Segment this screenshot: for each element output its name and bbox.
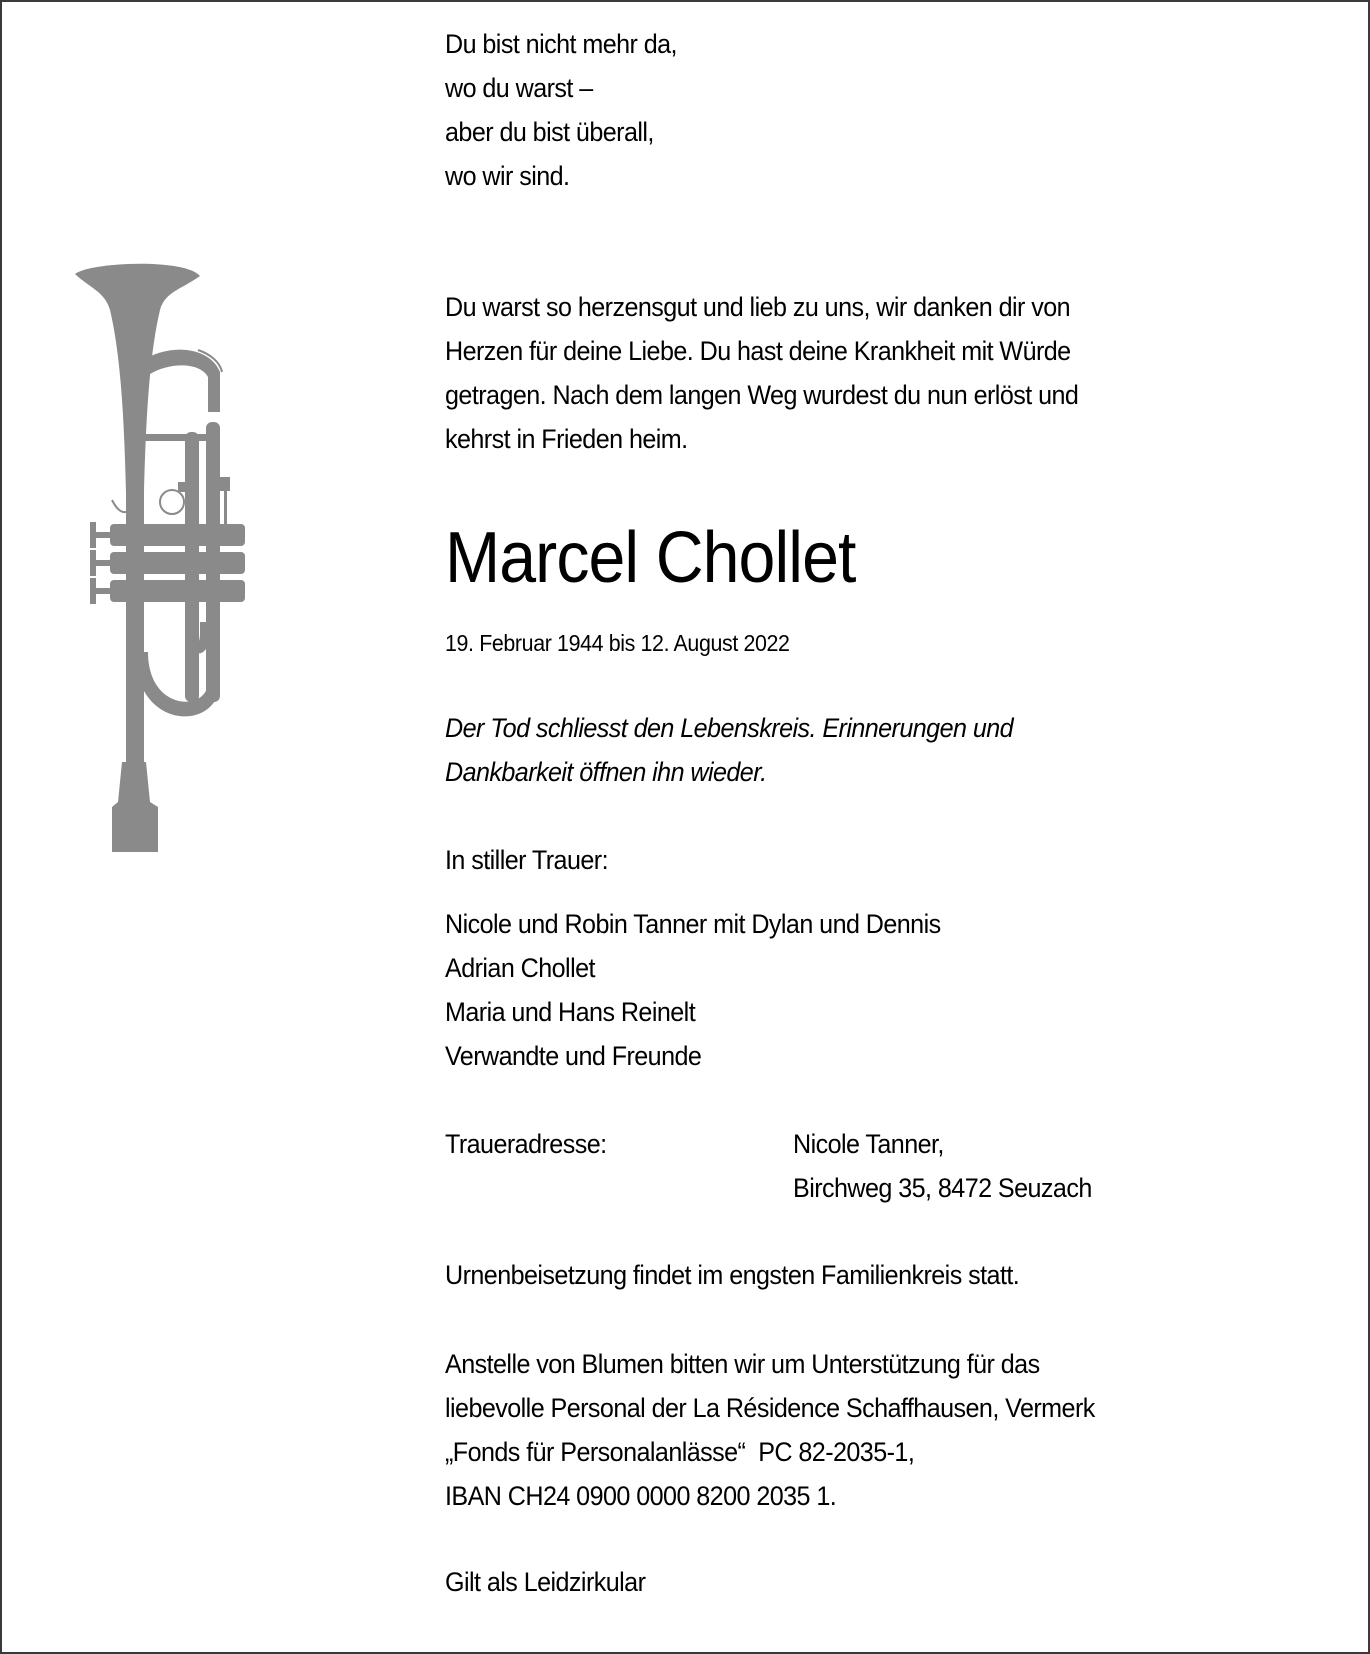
tribute-line: Du warst so herzensgut und lieb zu uns, wir danken dir von [445,292,1071,322]
donation-line: Anstelle von Blumen bitten wir um Unterstützung für das [445,1349,1040,1379]
mourner-name: Nicole und Robin Tanner mit Dylan und Dennis [445,909,941,939]
address-line: Nicole Tanner, [793,1129,944,1159]
memorial-quote [445,706,1013,794]
mourners-list [445,902,941,1078]
tribute-line: getragen. Nach dem langen Weg wurdest du nun erlöst und [445,380,1079,410]
quote-line: Dankbarkeit öffnen ihn wieder. [445,757,767,787]
donation-line: „Fonds für Personalanlässe“ PC 82-2035-1, [445,1437,915,1467]
opening-poem [445,22,677,198]
tribute-line: kehrst in Frieden heim. [445,424,688,454]
poem-line: wo du warst – [445,73,593,103]
quote-line: Der Tod schliesst den Lebenskreis. Erinnerungen und [445,713,1014,743]
address-block [793,1122,1092,1210]
mourner-name: Adrian Chollet [445,953,595,983]
donation-line: IBAN CH24 0900 0000 8200 2035 1. [445,1481,837,1511]
mourner-name: Maria und Hans Reinelt [445,997,696,1027]
deceased-name: Marcel Chollet [445,518,856,598]
donation-paragraph [445,1342,1095,1518]
address-label: Traueradresse: [445,1129,607,1159]
tribute-line: Herzen für deine Liebe. Du hast deine Krankheit mit Würde [445,336,1071,366]
tribute-paragraph [445,285,1078,461]
mourner-name: Verwandte und Freunde [445,1041,702,1071]
mourners-heading: In stiller Trauer: [445,845,608,875]
poem-line: aber du bist überall, [445,117,654,147]
footer-note: Gilt als Leidzirkular [445,1567,646,1597]
poem-line: Du bist nicht mehr da, [445,29,677,59]
poem-line: wo wir sind. [445,161,570,191]
trumpet-icon [70,262,270,862]
life-dates: 19. Februar 1944 bis 12. August 2022 [445,630,790,656]
donation-line: liebevolle Personal der La Résidence Schaffhausen, Vermerk [445,1393,1095,1423]
address-line: Birchweg 35, 8472 Seuzach [793,1173,1092,1203]
burial-note: Urnenbeisetzung findet im engsten Familienkreis statt. [445,1260,1020,1290]
